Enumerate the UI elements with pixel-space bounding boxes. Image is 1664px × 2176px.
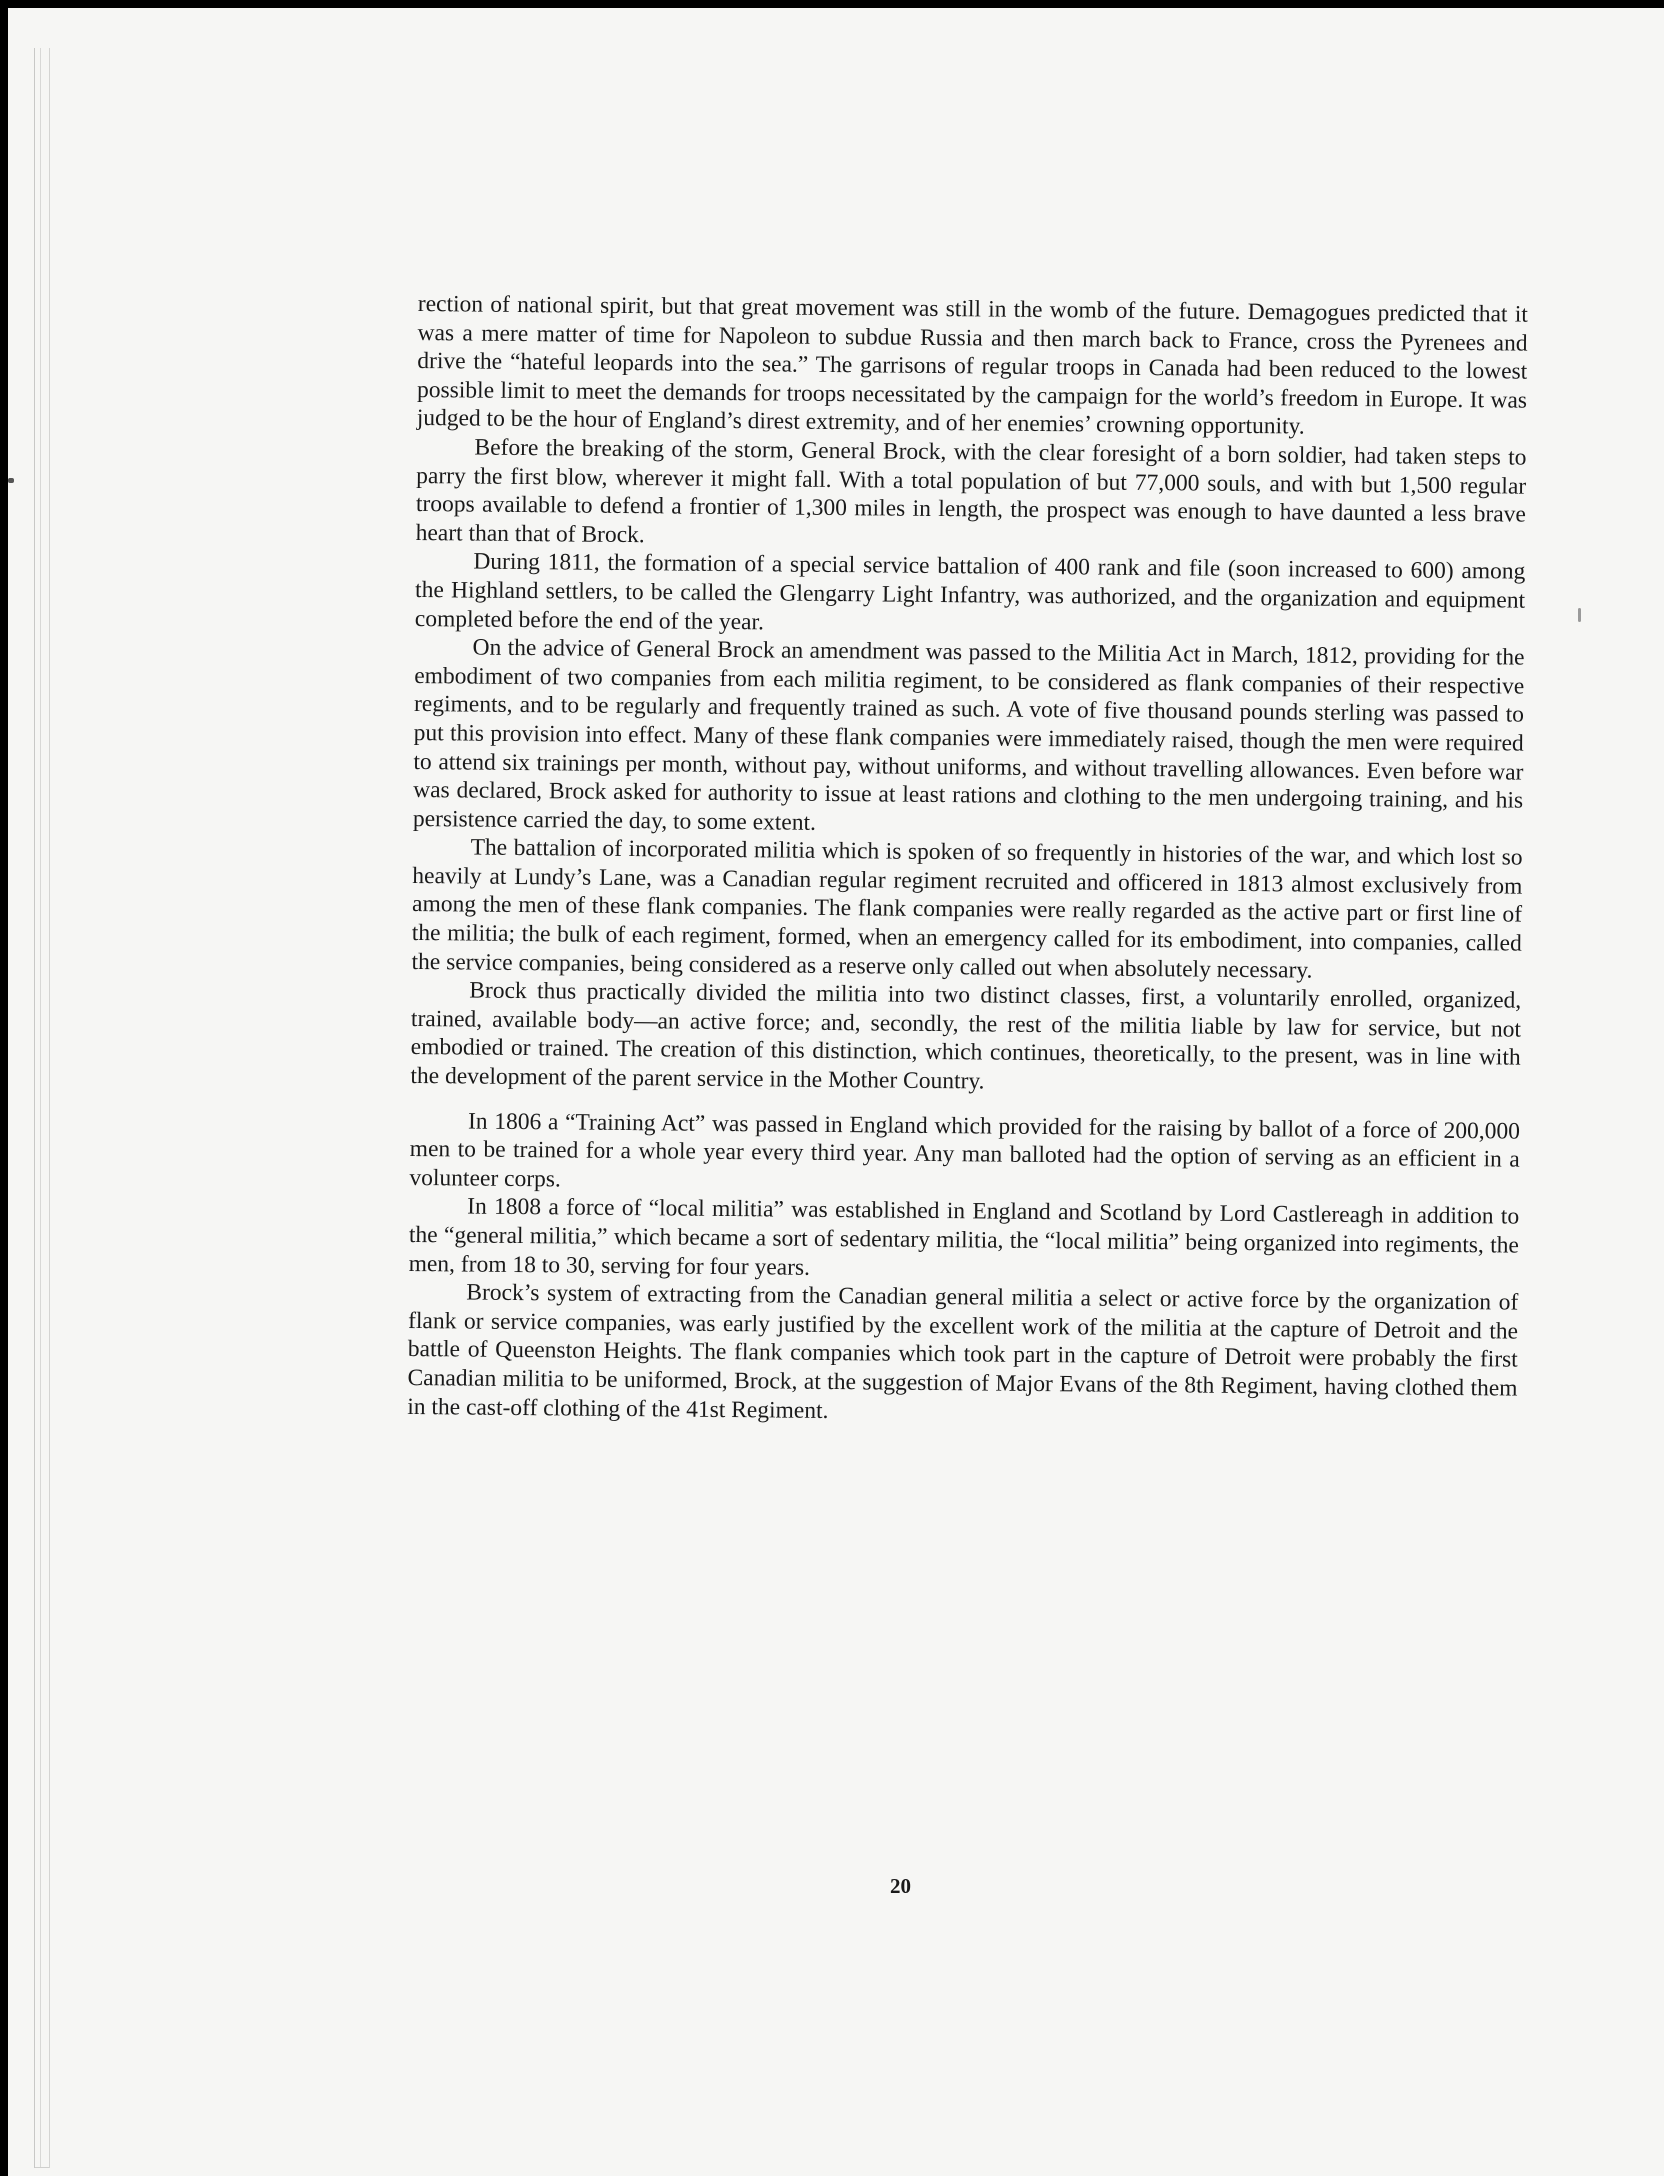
paragraph: In 1806 a “Training Act” was passed in England which provided for the raising by ballot of a force of 200,000 men to be trained for a whole year every third year. Any man balloted had the option of serving as an efficient in a volunteer corps. bbox=[409, 1108, 1521, 1193]
page-stack-edges bbox=[34, 48, 50, 2168]
page-number: 20 bbox=[890, 1874, 911, 1898]
paragraph: Brock’s system of extracting from the Canadian general militia a select or active force by the organization of flank or service companies, was early justified by the excellent work of the militia at the capture of Detroit and the battle of Queenston Heights. The flank companies which took part in the capture of Detroit were probably the first Canadian militia to be uniformed, Brock, at the suggestion of Major Evans of the 8th Regiment, having clothed them in the cast-off clothing of the 41st Regiment. bbox=[407, 1279, 1519, 1424]
book-page bbox=[8, 8, 1664, 2176]
scan-speck bbox=[1578, 608, 1581, 622]
paragraph: The battalion of incorporated militia which is spoken of so frequently in histories of the war, and which lost so heavily at Lundy’s Lane, was a Canadian regular regiment recruited and officered in 1813 almost exclusively from among the men of these flank companies. The flank companies were really regarded as the active part or first line of the militia; the bulk of each regiment, formed, when an emergency called for its embodiment, into companies, called the service companies, being considered as a reserve only called out when absolutely necessary. bbox=[411, 834, 1523, 984]
scan-speck bbox=[8, 478, 14, 483]
paragraph: In 1808 a force of “local militia” was established in England and Scotland by Lord Castlereagh in addition to the “general militia,” which became a sort of sedentary militia, the “local militia” being organized into regiments, the men, from 18 to 30, serving for four years. bbox=[408, 1193, 1520, 1281]
body-text bbox=[407, 290, 1528, 1432]
paragraph: During 1811, the formation of a special service battalion of 400 rank and file (soon increased to 600) among the Highland settlers, to be called the Glengarry Light Infantry, was authorized, and the organization and equipment completed before the end of the year. bbox=[414, 548, 1526, 635]
paragraph: Brock thus practically divided the militia into two distinct classes, first, a voluntarily enrolled, organized, trained, available body—an active force; and, secondly, the rest of the militia liable by law for service, but not embodied or trained. The creation of this distinction, which continues, theoretically, to the present, was in line with the development of the parent service in the Mother Country. bbox=[410, 977, 1522, 1095]
paragraph: rection of national spirit, but that great movement was still in the womb of the future. Demagogues predicted that it was a mere matter of time for Napoleon to subdue Russia and then march back to France, cross the Pyrenees and drive the “hateful leopards into the sea.” The garrisons of regular troops in Canada had been reduced to the lowest possible limit to meet the demands for troops necessitated by the campaign for the world’s freedom in Europe. It was judged to be the hour of England’s direst extremity, and of her enemies’ crowning opportunity. bbox=[416, 290, 1528, 440]
paragraph: Before the breaking of the storm, General Brock, with the clear foresight of a born soldier, had taken steps to parry the first blow, wherever it might fall. With a total population of but 77,000 souls, and with but 1,500 regular troops available to defend a frontier of 1,300 miles in length, the prospect was enough to have daunted a less brave heart than that of Brock. bbox=[415, 434, 1527, 548]
paragraph: On the advice of General Brock an amendment was passed to the Militia Act in March, 1812, providing for the embodiment of two companies from each militia regiment, to be considered as flank companies of their respective regiments, and to be regularly and frequently trained as such. A vote of five thousand pounds sterling was passed to put this provision into effect. Many of these flank companies were immediately raised, though the men were required to attend six trainings per month, without pay, without uniforms, and without travelling allowances. Even before war was declared, Brock asked for authority to issue at least rations and clothing to the men undergoing training, and his persistence carried the day, to some extent. bbox=[412, 634, 1525, 836]
